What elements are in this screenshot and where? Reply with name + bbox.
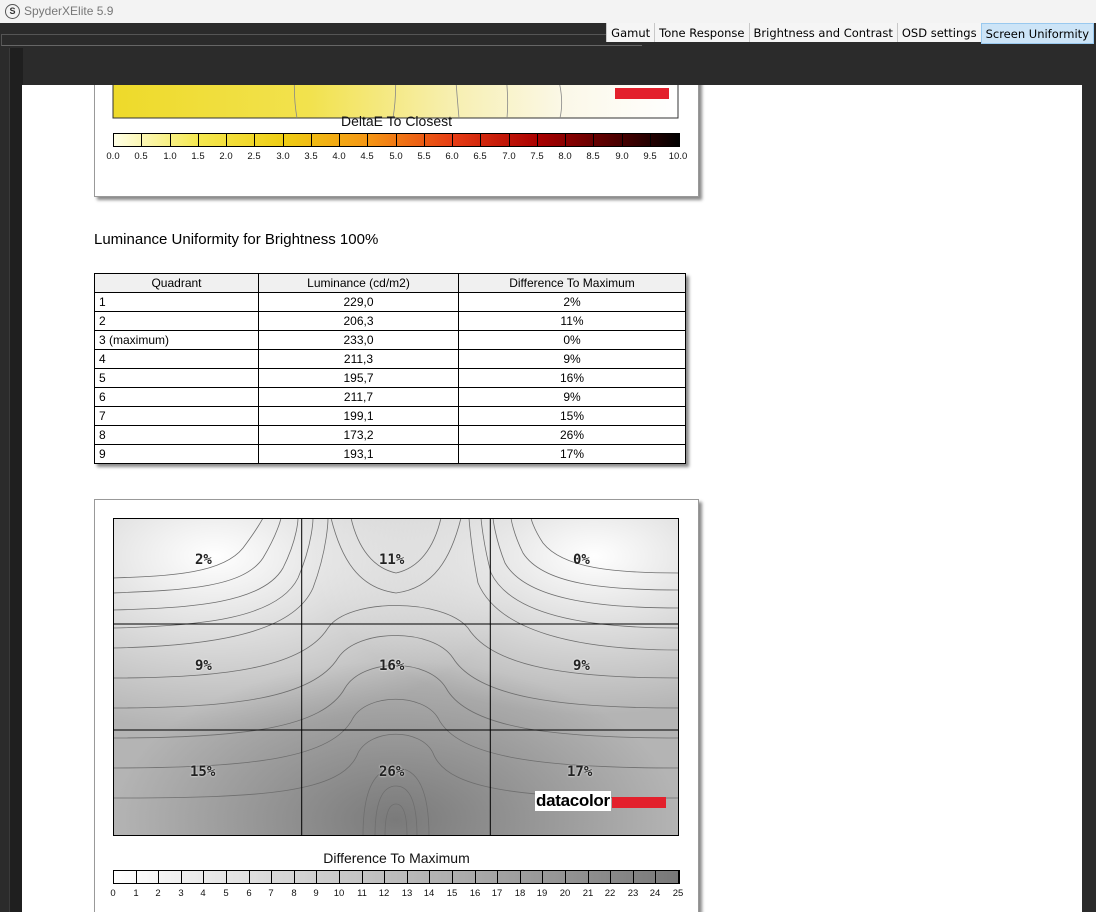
difference-cell: 11% bbox=[459, 312, 686, 331]
colorbar-tick bbox=[452, 870, 453, 883]
difference-cell: 16% bbox=[459, 369, 686, 388]
colorbar-tick-label: 21 bbox=[582, 888, 594, 899]
colorbar-tick-label: 7 bbox=[268, 888, 274, 899]
luminance-table bbox=[94, 273, 686, 464]
uniformity-panel bbox=[94, 499, 699, 912]
quadrant-label-2: 11% bbox=[379, 552, 405, 568]
colorbar-tick-label: 10.0 bbox=[668, 151, 688, 162]
column-header: Luminance (cd/m2) bbox=[259, 274, 459, 293]
colorbar-tick-label: 11 bbox=[357, 888, 367, 899]
colorbar-tick bbox=[678, 133, 679, 146]
difference-cell: 0% bbox=[459, 331, 686, 350]
colorbar-tick-label: 20 bbox=[559, 888, 571, 899]
colorbar-tick-label: 3 bbox=[178, 888, 184, 899]
colorbar-tick-label: 0.5 bbox=[134, 151, 148, 162]
quadrant-label-9: 17% bbox=[567, 764, 593, 780]
colorbar-tick-label: 2.0 bbox=[219, 151, 233, 162]
tab-screen-uniformity[interactable]: Screen Uniformity bbox=[981, 23, 1094, 44]
colorbar-tick bbox=[316, 870, 317, 883]
column-header: Quadrant bbox=[95, 274, 259, 293]
quadrant-cell: 4 bbox=[95, 350, 259, 369]
colorbar-tick bbox=[509, 133, 510, 146]
colorbar-tick bbox=[249, 870, 250, 883]
colorbar-tick bbox=[362, 870, 363, 883]
quadrant-cell: 2 bbox=[95, 312, 259, 331]
luminance-cell: 211,3 bbox=[259, 350, 459, 369]
colorbar-tick bbox=[158, 870, 159, 883]
colorbar-tick-label: 9.0 bbox=[615, 151, 629, 162]
colorbar-tick bbox=[407, 870, 408, 883]
colorbar-tick bbox=[226, 870, 227, 883]
colorbar-tick-label: 9.5 bbox=[643, 151, 657, 162]
quadrant-label-4: 9% bbox=[195, 658, 212, 674]
table-row bbox=[95, 312, 686, 331]
table-row bbox=[95, 369, 686, 388]
colorbar-tick-label: 7.0 bbox=[502, 151, 516, 162]
colorbar-tick-label: 1.0 bbox=[163, 151, 177, 162]
table-row bbox=[95, 445, 686, 464]
tab-osd-settings[interactable]: OSD settings bbox=[897, 23, 981, 42]
colorbar-tick bbox=[226, 133, 227, 146]
colorbar-tick bbox=[622, 133, 623, 146]
colorbar-tick bbox=[497, 870, 498, 883]
colorbar-tick bbox=[452, 133, 453, 146]
difference-cell: 17% bbox=[459, 445, 686, 464]
colorbar-tick-label: 8 bbox=[291, 888, 297, 899]
app-icon: S bbox=[5, 4, 20, 19]
colorbar-tick bbox=[339, 870, 340, 883]
quadrant-label-5: 16% bbox=[379, 658, 405, 674]
colorbar-gradient bbox=[113, 870, 680, 884]
table-row bbox=[95, 331, 686, 350]
luminance-cell: 199,1 bbox=[259, 407, 459, 426]
colorbar-tick-label: 1.5 bbox=[191, 151, 205, 162]
colorbar-tick bbox=[271, 870, 272, 883]
colorbar-tick bbox=[650, 133, 651, 146]
quadrant-label-1: 2% bbox=[195, 552, 212, 568]
colorbar-tick-label: 22 bbox=[604, 888, 616, 899]
luminance-cell: 233,0 bbox=[259, 331, 459, 350]
left-rail bbox=[9, 48, 23, 912]
table-header-row bbox=[95, 274, 686, 293]
colorbar-tick-label: 5.5 bbox=[417, 151, 431, 162]
gamut-colorbar-title: DeltaE To Closest bbox=[340, 113, 452, 129]
colorbar-tick-label: 4 bbox=[200, 888, 206, 899]
colorbar-tick-label: 8.0 bbox=[558, 151, 572, 162]
colorbar-tick-label: 2.5 bbox=[247, 151, 261, 162]
colorbar-tick-label: 0.0 bbox=[106, 151, 120, 162]
colorbar-tick-label: 5.0 bbox=[389, 151, 403, 162]
quadrant-label-8: 26% bbox=[379, 764, 405, 780]
colorbar-tick bbox=[141, 133, 142, 146]
colorbar-tick-label: 5 bbox=[223, 888, 229, 899]
table-row bbox=[95, 350, 686, 369]
uniformity-colorbar-title: Difference To Maximum bbox=[323, 850, 470, 866]
colorbar-tick-label: 4.5 bbox=[360, 151, 374, 162]
logo-accent-bar bbox=[612, 797, 666, 808]
luminance-cell: 193,1 bbox=[259, 445, 459, 464]
colorbar-tick bbox=[367, 133, 368, 146]
luminance-cell: 229,0 bbox=[259, 293, 459, 312]
title-bar bbox=[0, 0, 1096, 23]
quadrant-cell: 6 bbox=[95, 388, 259, 407]
colorbar-tick-label: 18 bbox=[514, 888, 526, 899]
colorbar-tick bbox=[588, 870, 589, 883]
toolbar-frame bbox=[1, 34, 642, 46]
luminance-cell: 206,3 bbox=[259, 312, 459, 331]
colorbar-tick bbox=[113, 870, 114, 883]
datacolor-logo bbox=[535, 791, 666, 811]
colorbar-tick bbox=[678, 870, 679, 883]
colorbar-tick bbox=[384, 870, 385, 883]
window-title: SpyderXElite 5.9 bbox=[24, 4, 114, 18]
quadrant-label-7: 15% bbox=[190, 764, 216, 780]
colorbar-tick bbox=[633, 870, 634, 883]
table-row bbox=[95, 426, 686, 445]
colorbar-tick bbox=[565, 133, 566, 146]
colorbar-tick-label: 7.5 bbox=[530, 151, 544, 162]
column-header: Difference To Maximum bbox=[459, 274, 686, 293]
quadrant-cell: 5 bbox=[95, 369, 259, 388]
colorbar-tick bbox=[480, 133, 481, 146]
colorbar-tick bbox=[520, 870, 521, 883]
quadrant-label-6: 9% bbox=[573, 658, 590, 674]
colorbar-tick-label: 0 bbox=[110, 888, 116, 899]
colorbar-tick bbox=[113, 133, 114, 146]
colorbar-tick bbox=[294, 870, 295, 883]
colorbar-tick-label: 6.0 bbox=[445, 151, 459, 162]
colorbar-tick bbox=[170, 133, 171, 146]
difference-cell: 9% bbox=[459, 388, 686, 407]
colorbar-tick bbox=[475, 870, 476, 883]
table-row bbox=[95, 407, 686, 426]
colorbar-tick-label: 25 bbox=[672, 888, 684, 899]
tab-tone-response[interactable]: Tone Response bbox=[654, 23, 748, 42]
quadrant-cell: 7 bbox=[95, 407, 259, 426]
colorbar-tick-label: 4.0 bbox=[332, 151, 346, 162]
colorbar-tick-label: 2 bbox=[155, 888, 161, 899]
colorbar-tick-label: 12 bbox=[378, 888, 390, 899]
table-row bbox=[95, 293, 686, 312]
difference-cell: 2% bbox=[459, 293, 686, 312]
colorbar-tick bbox=[396, 133, 397, 146]
colorbar-tick bbox=[136, 870, 137, 883]
gamut-logo-accent bbox=[615, 88, 669, 99]
colorbar-tick-label: 14 bbox=[423, 888, 435, 899]
colorbar-tick bbox=[610, 870, 611, 883]
colorbar-tick-label: 1 bbox=[133, 888, 139, 899]
table-body bbox=[95, 293, 686, 464]
colorbar-tick bbox=[429, 870, 430, 883]
colorbar-tick-label: 23 bbox=[627, 888, 639, 899]
luminance-heading: Luminance Uniformity for Brightness 100% bbox=[94, 231, 379, 248]
report-page[interactable] bbox=[22, 85, 1082, 912]
colorbar-tick bbox=[283, 133, 284, 146]
gamut-panel bbox=[94, 85, 699, 197]
colorbar-tick-label: 24 bbox=[649, 888, 661, 899]
luminance-cell: 195,7 bbox=[259, 369, 459, 388]
colorbar-tick-label: 3.5 bbox=[304, 151, 318, 162]
colorbar-tick bbox=[655, 870, 656, 883]
colorbar-tick bbox=[424, 133, 425, 146]
colorbar-tick bbox=[542, 870, 543, 883]
colorbar-tick-label: 17 bbox=[491, 888, 503, 899]
colorbar-tick bbox=[181, 870, 182, 883]
tab-brightness-contrast[interactable]: Brightness and Contrast bbox=[749, 23, 897, 42]
colorbar-tick-label: 10 bbox=[333, 888, 345, 899]
quadrant-cell: 3 (maximum) bbox=[95, 331, 259, 350]
colorbar-tick-label: 6 bbox=[246, 888, 252, 899]
difference-cell: 15% bbox=[459, 407, 686, 426]
luminance-cell: 173,2 bbox=[259, 426, 459, 445]
colorbar-tick bbox=[593, 133, 594, 146]
colorbar-tick bbox=[565, 870, 566, 883]
colorbar-tick-label: 9 bbox=[313, 888, 319, 899]
colorbar-tick-label: 19 bbox=[536, 888, 548, 899]
colorbar-tick bbox=[311, 133, 312, 146]
quadrant-cell: 1 bbox=[95, 293, 259, 312]
colorbar-tick-label: 3.0 bbox=[276, 151, 290, 162]
difference-cell: 26% bbox=[459, 426, 686, 445]
colorbar-tick bbox=[339, 133, 340, 146]
colorbar-tick-label: 16 bbox=[469, 888, 481, 899]
logo-text: datacolor bbox=[536, 791, 610, 810]
quadrant-label-3: 0% bbox=[573, 552, 590, 568]
colorbar-tick bbox=[254, 133, 255, 146]
colorbar-tick-label: 6.5 bbox=[473, 151, 487, 162]
table-row bbox=[95, 388, 686, 407]
tab-gamut[interactable]: Gamut bbox=[606, 23, 654, 42]
quadrant-cell: 9 bbox=[95, 445, 259, 464]
quadrant-cell: 8 bbox=[95, 426, 259, 445]
luminance-cell: 211,7 bbox=[259, 388, 459, 407]
colorbar-tick-label: 15 bbox=[446, 888, 458, 899]
colorbar-tick bbox=[198, 133, 199, 146]
difference-cell: 9% bbox=[459, 350, 686, 369]
gamut-colorbar bbox=[95, 133, 698, 173]
uniformity-colorbar bbox=[95, 870, 698, 910]
colorbar-tick-label: 13 bbox=[401, 888, 413, 899]
colorbar-tick-label: 8.5 bbox=[586, 151, 600, 162]
report-tabs bbox=[606, 23, 1094, 42]
colorbar-tick bbox=[203, 870, 204, 883]
colorbar-tick bbox=[537, 133, 538, 146]
